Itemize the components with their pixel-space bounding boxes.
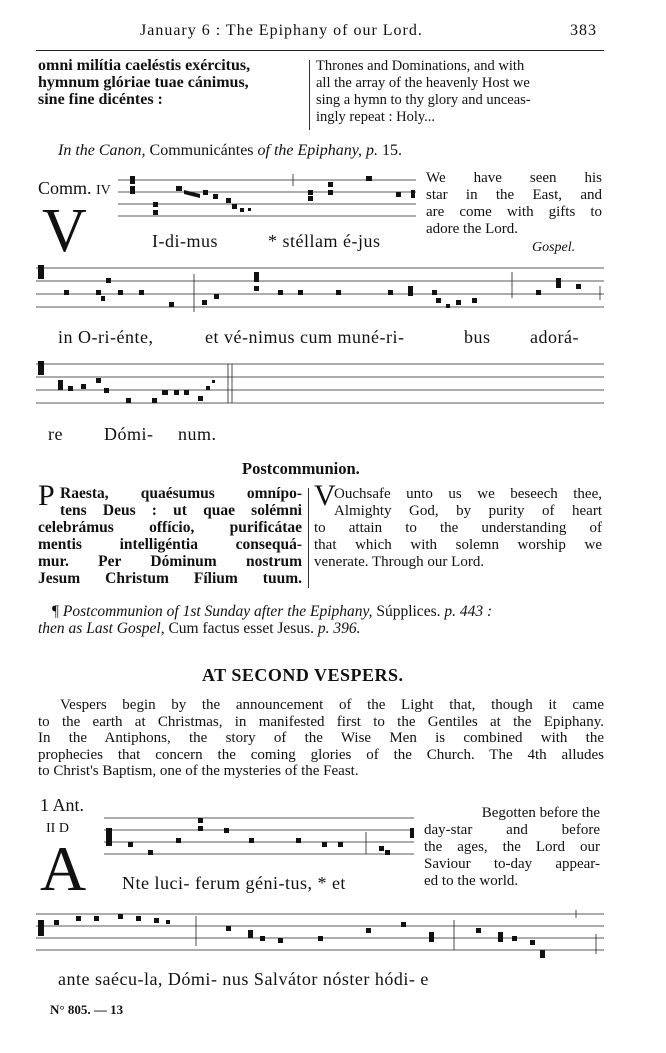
communion-lyric-1b: * stéllam é-jus — [268, 231, 381, 251]
rubric-ref-1: p. 443 : — [444, 603, 493, 620]
communion-lyric-3b: Dómi- — [104, 424, 154, 444]
antiphon-translation — [424, 805, 600, 890]
antiphon-label: 1 Ant. — [40, 795, 85, 815]
communion-translation-line: star in the East, and — [426, 187, 602, 203]
rubric — [38, 603, 604, 637]
communion-lyric-3c: num. — [178, 424, 217, 444]
canon-note-word: Communicántes — [149, 142, 254, 159]
top-english-line: ingly repeat : Holy... — [316, 109, 436, 125]
communion-staff-1 — [118, 172, 418, 222]
vespers-intro-line: to the earth at Christmas, in manifested first to the Gentiles at the Epiphany. — [38, 713, 604, 730]
postcommunion-latin-initial: P — [38, 479, 55, 512]
header-rule — [36, 50, 604, 51]
postcommunion-latin-line: Raesta, quaésumus omnípo- — [60, 485, 302, 502]
antiphon-lyric-1: Nte luci- ferum géni-tus, * et — [122, 873, 346, 893]
communion-mode: IV — [96, 183, 111, 198]
postcommunion-latin-line: celebrámus offício, purificátae — [38, 519, 302, 536]
top-latin-line: omni milítia caeléstis exércitus, — [38, 57, 251, 74]
communion-lyric-3a: re — [48, 424, 63, 444]
communion-translation-line: adore the Lord. — [426, 221, 519, 237]
postcommunion-latin-line: Jesum Christum Fílium tuum. — [38, 570, 302, 587]
postcommunion-english-column — [314, 479, 602, 571]
canon-note-prefix: In the Canon, — [58, 142, 146, 159]
postcommunion-english-line: venerate. Through our Lord. — [314, 554, 485, 570]
postcommunion-english-line: to attain to the understanding of — [314, 520, 602, 536]
postcommunion-english-initial: V — [314, 479, 336, 512]
antiphon-translation-line: day-star and before — [424, 822, 600, 838]
top-english-line: all the array of the heavenly Host we — [316, 75, 530, 91]
vespers-intro-line: Vespers begin by the announcement of the Light that, though it came — [60, 697, 604, 713]
column-divider — [309, 60, 310, 130]
postcommunion-latin-column — [38, 479, 302, 587]
communion-translation — [426, 170, 602, 238]
rubric-ref-2: p. 396. — [317, 620, 361, 637]
rubric-mark: ¶ — [52, 603, 60, 620]
vespers-intro-line: prophecies that concern the coming glories of the Church. The 4th alludes — [38, 746, 604, 763]
communion-label-text: Comm. — [38, 178, 92, 198]
postcommunion-latin-line: mur. Per Dóminum nostrum — [38, 553, 302, 570]
vespers-intro-line: In the Antiphons, the story of the Wise Men is combined with the — [38, 730, 604, 746]
antiphon-translation-line: Saviour to-day appear- — [424, 856, 600, 872]
communion-lyric-2c: bus — [464, 327, 491, 347]
antiphon-staff-1 — [104, 812, 416, 864]
postcommunion-english-line: that which with solemn worship we — [314, 537, 602, 553]
postcommunion-heading: Postcommunion. — [242, 459, 360, 478]
top-latin-line: sine fine dicéntes : — [38, 91, 163, 108]
communion-lyric-1: I-di-mus — [152, 231, 218, 251]
postcommunion-english-line: Almighty God, by purity of heart — [334, 503, 602, 519]
communion-translation-line: are come with gifts to — [426, 204, 602, 220]
antiphon-lyric-2: ante saécu-la, Dómi- nus Salvátor nóster hódi- e — [58, 969, 429, 989]
top-english-line: sing a hymn to thy glory and unceas- — [316, 92, 531, 108]
vespers-heading: AT SECOND VESPERS. — [202, 665, 404, 685]
rubric-word-1: Súpplices. — [376, 603, 441, 620]
vespers-intro-line: to Christ's Baptism, one of the mysteries of the Feast. — [38, 763, 359, 779]
canon-note — [58, 142, 402, 160]
communion-lyric-2b: et vé-nimus cum muné-ri- — [205, 327, 405, 347]
antiphon-staff-2 — [36, 906, 606, 966]
communion-source: Gospel. — [532, 240, 576, 255]
top-english-column — [316, 58, 606, 126]
top-latin-column — [38, 57, 304, 108]
communion-translation-line: We have seen his — [426, 170, 602, 186]
communion-staff-2 — [36, 260, 606, 318]
antiphon-translation-line: ed to the world. — [424, 873, 519, 889]
running-header-title: January 6 : The Epiphany of our Lord. — [140, 22, 423, 39]
footer-signature: N° 805. — 13 — [50, 1002, 124, 1017]
communion-initial: V — [42, 197, 87, 265]
rubric-text-2: then as Last Gospel, — [38, 620, 165, 637]
communion-lyric-2d: adorá- — [530, 327, 579, 347]
postcommunion-english-line: Ouchsafe unto us we beseech thee, — [334, 486, 602, 502]
vespers-intro — [38, 697, 604, 780]
antiphon-translation-line: Begotten before the — [481, 805, 600, 821]
communion-lyric-2a: in O-ri-énte, — [58, 327, 154, 347]
canon-note-mid: of the Epiphany, p. — [257, 142, 378, 159]
communion-staff-3 — [36, 356, 606, 412]
postcommunion-latin-line: mentis intelligéntia consequá- — [38, 536, 302, 553]
antiphon-initial: A — [40, 833, 87, 904]
top-english-line: Thrones and Dominations, and with — [316, 58, 525, 74]
rubric-text-1: Postcommunion of 1st Sunday after the Epiphany, — [62, 603, 373, 620]
antiphon-mode: II D — [46, 821, 69, 836]
top-latin-line: hymnum glóriae tuae cánimus, — [38, 74, 249, 91]
page-number: 383 — [570, 22, 597, 39]
rubric-word-2: Cum factus esset Jesus. — [168, 620, 314, 637]
postcommunion-latin-line: tens Deus : ut quae solémni — [60, 502, 302, 519]
antiphon-translation-line: the ages, the Lord our — [424, 839, 600, 855]
canon-note-page: 15. — [381, 142, 402, 159]
communion-label — [38, 178, 111, 199]
column-divider — [308, 488, 309, 588]
